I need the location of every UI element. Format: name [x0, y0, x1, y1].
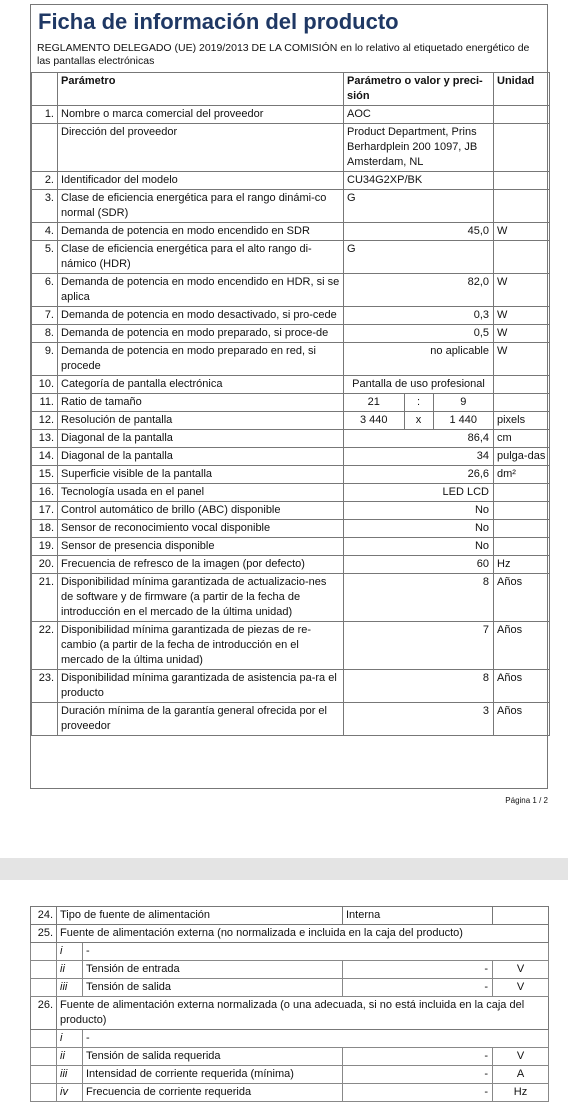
row-parameter: Sensor de presencia disponible [58, 538, 344, 556]
row-value: 8 [344, 670, 494, 703]
row-number: 26. [31, 997, 57, 1030]
sub-value: - [343, 1048, 493, 1066]
sub-label: Tensión de salida requerida [83, 1048, 343, 1066]
sub-index: ii [57, 1048, 83, 1066]
split-part: 3 440 [359, 414, 388, 426]
row-value: 34 [344, 448, 494, 466]
row-value: G [344, 241, 494, 274]
page-1-frame [30, 4, 548, 789]
row-parameter: Demanda de potencia en modo encendido en SDR [58, 223, 344, 241]
row-number: 8. [32, 325, 58, 343]
row-value: 8 [344, 574, 494, 622]
document-subtitle: REGLAMENTO DELEGADO (UE) 2019/2013 DE LA COMISIÓN en lo relativo al etiquetado energético de las pantallas electrónicas [37, 42, 530, 67]
row-unit: W [494, 274, 550, 307]
row-number: 18. [32, 520, 58, 538]
page-2-table-wrap [30, 906, 548, 1102]
row-value: CU34G2XP/BK [344, 172, 494, 190]
row-unit [494, 394, 550, 412]
sub-index: i [57, 1030, 83, 1048]
header-parameter: Parámetro [58, 73, 344, 106]
sub-index: iv [57, 1084, 83, 1102]
document-page-2 [0, 880, 568, 1103]
row-unit [494, 502, 550, 520]
page-number: Página 1 / 2 [505, 796, 548, 805]
table-row [32, 574, 550, 622]
row-value: Interna [343, 907, 493, 925]
sub-row [31, 1066, 549, 1084]
row-value [344, 394, 494, 412]
row-unit: W [494, 325, 550, 343]
row-number: 12. [32, 412, 58, 430]
row-parameter: Resolución de pantalla [58, 412, 344, 430]
table-row [32, 394, 550, 412]
row-value: Pantalla de uso profesional [344, 376, 494, 394]
row-unit [493, 907, 549, 925]
row-number: 15. [32, 466, 58, 484]
row-value: 45,0 [344, 223, 494, 241]
row-number: 1. [32, 106, 58, 124]
row-parameter: Fuente de alimentación externa (no normalizada e incluida en la caja del producto) [57, 925, 549, 943]
table-row [32, 106, 550, 124]
table-row [32, 343, 550, 376]
row-parameter: Identificador del modelo [58, 172, 344, 190]
row-number: 4. [32, 223, 58, 241]
row-value: No [344, 538, 494, 556]
row-number: 23. [32, 670, 58, 703]
row-number [32, 124, 58, 172]
row-parameter: Diagonal de la pantalla [58, 430, 344, 448]
row-parameter: Sensor de reconocimiento vocal disponible [58, 520, 344, 538]
row-number: 11. [32, 394, 58, 412]
product-info-table [31, 72, 550, 736]
row-number: 20. [32, 556, 58, 574]
table-row [32, 622, 550, 670]
row-parameter: Demanda de potencia en modo encendido en HDR, si se aplica [58, 274, 344, 307]
split-part: 1 440 [449, 414, 478, 426]
row-unit: Años [494, 574, 550, 622]
table-row-24 [31, 907, 549, 925]
row-number: 9. [32, 343, 58, 376]
row-parameter: Ratio de tamaño [58, 394, 344, 412]
row-value: 0,5 [344, 325, 494, 343]
sub-unit: V [493, 961, 549, 979]
row-parameter: Clase de eficiencia energética para el rango dinámi-co normal (SDR) [58, 190, 344, 223]
row-number: 2. [32, 172, 58, 190]
row-unit: Años [494, 622, 550, 670]
sub-index: iii [57, 979, 83, 997]
sub-row [31, 979, 549, 997]
sub-unit: A [493, 1066, 549, 1084]
row-unit [494, 484, 550, 502]
table-row [32, 670, 550, 703]
row-unit: pulga-das [494, 448, 550, 466]
sub-value: - [343, 1066, 493, 1084]
row-number: 16. [32, 484, 58, 502]
row-parameter: Control automático de brillo (ABC) disponible [58, 502, 344, 520]
row-unit [494, 190, 550, 223]
row-unit: W [494, 343, 550, 376]
table-row [32, 466, 550, 484]
sub-value: - [343, 961, 493, 979]
row-parameter: Tipo de fuente de alimentación [57, 907, 343, 925]
row-value: AOC [344, 106, 494, 124]
table-row [32, 190, 550, 223]
row-value: 0,3 [344, 307, 494, 325]
table-row [32, 325, 550, 343]
row-value: 60 [344, 556, 494, 574]
document-title: Ficha de información del producto [38, 9, 399, 34]
row-parameter: Disponibilidad mínima garantizada de piezas de re-cambio (a partir de la fecha de introducción en el mercado de la última unidad) [58, 622, 344, 670]
row-unit: pixels [494, 412, 550, 430]
row-unit [494, 106, 550, 124]
row-parameter: Demanda de potencia en modo desactivado, si pro-cede [58, 307, 344, 325]
row-unit: Años [494, 703, 550, 736]
sub-value: - [343, 979, 493, 997]
table-row [32, 307, 550, 325]
sub-index: i [57, 943, 83, 961]
table-row [32, 376, 550, 394]
table-row [32, 484, 550, 502]
row-parameter: Demanda de potencia en modo preparado, si proce-de [58, 325, 344, 343]
split-part: : [404, 394, 434, 411]
table-row-26 [31, 997, 549, 1030]
row-number: 25. [31, 925, 57, 943]
row-parameter: Demanda de potencia en modo preparado en red, si procede [58, 343, 344, 376]
row-value: 26,6 [344, 466, 494, 484]
row-number: 19. [32, 538, 58, 556]
row-parameter: Duración mínima de la garantía general ofrecida por el proveedor [58, 703, 344, 736]
row-unit [494, 124, 550, 172]
table-row [32, 703, 550, 736]
sub-unit: V [493, 1048, 549, 1066]
split-part: x [404, 412, 434, 429]
table-row [32, 172, 550, 190]
row-unit [494, 172, 550, 190]
row-unit: cm [494, 430, 550, 448]
row-value [344, 412, 494, 430]
power-supply-table [30, 906, 549, 1102]
sub-unit: V [493, 979, 549, 997]
row-value: 3 [344, 703, 494, 736]
row-number [32, 703, 58, 736]
split-part: 21 [367, 396, 380, 408]
row-parameter: Fuente de alimentación externa normalizada (o una adecuada, si no está incluida en la caja del producto) [57, 997, 549, 1030]
row-value: No [344, 502, 494, 520]
row-unit: dm² [494, 466, 550, 484]
row-number: 10. [32, 376, 58, 394]
row-unit [494, 520, 550, 538]
row-number: 14. [32, 448, 58, 466]
table-row [32, 520, 550, 538]
row-parameter: Disponibilidad mínima garantizada de actualizacio-nes de software y de firmware (a partir de la fecha de introducción en el mercado de la última unidad) [58, 574, 344, 622]
row-parameter: Clase de eficiencia energética para el alto rango di-námico (HDR) [58, 241, 344, 274]
split-value [344, 412, 493, 429]
header-number [32, 73, 58, 106]
row-number: 21. [32, 574, 58, 622]
table-row [32, 241, 550, 274]
sub-label: - [83, 943, 549, 961]
table-row [32, 538, 550, 556]
table-row [32, 223, 550, 241]
row-number: 13. [32, 430, 58, 448]
row-value: G [344, 190, 494, 223]
row-parameter: Diagonal de la pantalla [58, 448, 344, 466]
table-header-row [32, 73, 550, 106]
sub-row [31, 943, 549, 961]
row-number: 24. [31, 907, 57, 925]
sub-unit: Hz [493, 1084, 549, 1102]
table-body [32, 106, 550, 736]
sub-index: iii [57, 1066, 83, 1084]
row-parameter: Nombre o marca comercial del proveedor [58, 106, 344, 124]
sub-index: ii [57, 961, 83, 979]
row-value: No [344, 520, 494, 538]
sub-row [31, 1084, 549, 1102]
row-unit: Años [494, 670, 550, 703]
sub-label: Frecuencia de corriente requerida [83, 1084, 343, 1102]
split-part: 9 [460, 396, 467, 408]
table-row [32, 124, 550, 172]
sub-row [31, 1030, 549, 1048]
sub-row [31, 1048, 549, 1066]
row-number: 3. [32, 190, 58, 223]
table-row [32, 556, 550, 574]
table-row [32, 274, 550, 307]
row-unit [494, 241, 550, 274]
sub-label: Intensidad de corriente requerida (mínima) [83, 1066, 343, 1084]
row-parameter: Dirección del proveedor [58, 124, 344, 172]
row-parameter: Categoría de pantalla electrónica [58, 376, 344, 394]
table-row [32, 412, 550, 430]
header-unit: Unidad [494, 73, 550, 106]
row-parameter: Tecnología usada en el panel [58, 484, 344, 502]
table-row [32, 502, 550, 520]
row-value: 82,0 [344, 274, 494, 307]
row-parameter: Disponibilidad mínima garantizada de asistencia pa-ra el producto [58, 670, 344, 703]
row-unit [494, 538, 550, 556]
page-gap [0, 858, 568, 880]
row-number: 17. [32, 502, 58, 520]
row-unit: W [494, 307, 550, 325]
sub-label: - [83, 1030, 549, 1048]
table-row-25 [31, 925, 549, 943]
row-unit [494, 376, 550, 394]
row-number: 5. [32, 241, 58, 274]
table-row [32, 430, 550, 448]
table-row [32, 448, 550, 466]
row-value: Product Department, Prins Berhardplein 200 1097, JB Amsterdam, NL [344, 124, 494, 172]
header-value: Parámetro o valor y preci-sión [344, 73, 494, 106]
split-value [344, 394, 493, 411]
row-value: LED LCD [344, 484, 494, 502]
sub-label: Tensión de salida [83, 979, 343, 997]
row-number: 22. [32, 622, 58, 670]
row-parameter: Superficie visible de la pantalla [58, 466, 344, 484]
row-number: 7. [32, 307, 58, 325]
sub-value: - [343, 1084, 493, 1102]
row-number: 6. [32, 274, 58, 307]
row-unit: W [494, 223, 550, 241]
row-value: no aplicable [344, 343, 494, 376]
row-parameter: Frecuencia de refresco de la imagen (por defecto) [58, 556, 344, 574]
row-value: 86,4 [344, 430, 494, 448]
sub-row [31, 961, 549, 979]
row-unit: Hz [494, 556, 550, 574]
row-value: 7 [344, 622, 494, 670]
sub-label: Tensión de entrada [83, 961, 343, 979]
